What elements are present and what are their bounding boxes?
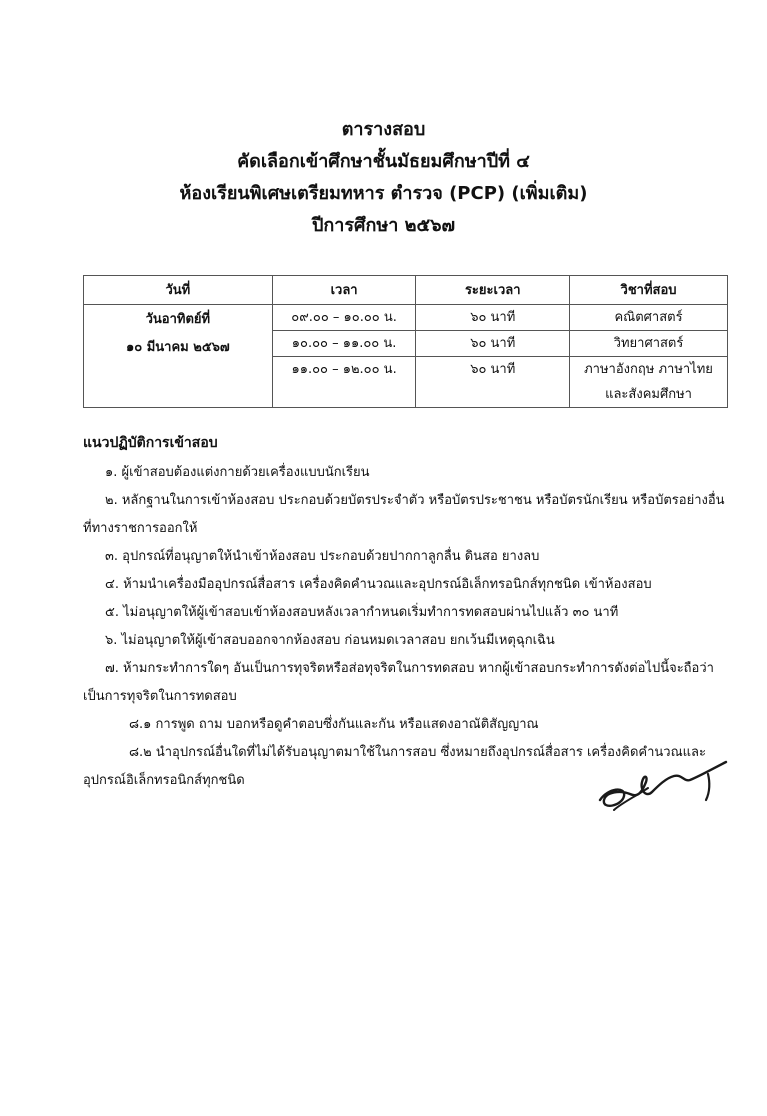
- signature-image: [590, 752, 730, 822]
- duration-cell: ๖๐ นาที: [416, 357, 570, 408]
- time-cell: ๐๙.๐๐ – ๑๐.๐๐ น.: [272, 305, 416, 331]
- time-cell: ๑๐.๐๐ – ๑๑.๐๐ น.: [272, 331, 416, 357]
- table-header-row: [84, 276, 728, 305]
- subject-line-2: และสังคมศึกษา: [605, 387, 692, 402]
- column-header-duration: ระยะเวลา: [416, 276, 570, 305]
- rule-sub-item: ๘.๑ การพูด ถาม บอกหรือดูคำตอบซึ่งกันและกัน หรือแสดงอาณัติสัญญาณ: [129, 717, 539, 732]
- subject-cell: [570, 357, 728, 408]
- exam-schedule-table: [83, 275, 728, 408]
- title-line-2: คัดเลือกเข้าศึกษาชั้นมัธยมศึกษาปีที่ ๔: [237, 151, 530, 172]
- rule-item: ๓. อุปกรณ์ที่อนุญาตให้นำเข้าห้องสอบ ประกอบด้วยปากกาลูกลื่น ดินสอ ยางลบ: [105, 549, 540, 564]
- exam-date-cell: [84, 305, 273, 408]
- column-header-time: เวลา: [272, 276, 416, 305]
- rule-item: ๗. ห้ามกระทำการใดๆ อันเป็นการทุจริตหรือส่อทุจริตในการทดสอบ หากผู้เข้าสอบกระทำการดังต่อไปนี้จะถือว่าเป็นการทุจริตในการทดสอบ: [83, 661, 714, 704]
- title-line-1: ตารางสอบ: [341, 119, 426, 140]
- rule-item: ๑. ผู้เข้าสอบต้องแต่งกายด้วยเครื่องแบบนักเรียน: [105, 465, 370, 480]
- document-title: [0, 114, 767, 242]
- rule-sub-item: ๘.๒ นำอุปกรณ์อื่นใดที่ไม่ได้รับอนุญาตมาใช้ในการสอบ ซึ่งหมายถึงอุปกรณ์สื่อสาร เครื่องคิดคำนวณและอุปกรณ์อิเล็กทรอนิกส์ทุกชนิด: [83, 745, 706, 788]
- rule-item: ๒. หลักฐานในการเข้าห้องสอบ ประกอบด้วยบัตรประจำตัว หรือบัตรประชาชน หรือบัตรนักเรียน หรือบัตรอย่างอื่นที่ทางราชการออกให้: [83, 493, 725, 536]
- table-row: [84, 305, 728, 331]
- time-cell: ๑๑.๐๐ – ๑๒.๐๐ น.: [272, 357, 416, 408]
- exam-date: ๑๐ มีนาคม ๒๕๖๗: [126, 340, 230, 355]
- exam-day: วันอาทิตย์ที่: [145, 312, 211, 327]
- rule-item: ๕. ไม่อนุญาตให้ผู้เข้าสอบเข้าห้องสอบหลังเวลากำหนดเริ่มทำการทดสอบผ่านไปแล้ว ๓๐ นาที: [105, 605, 619, 620]
- title-line-4: ปีการศึกษา ๒๕๖๗: [311, 215, 456, 236]
- rule-item: ๔. ห้ามนำเครื่องมืออุปกรณ์สื่อสาร เครื่องคิดคำนวณและอุปกรณ์อิเล็กทรอนิกส์ทุกชนิด เข้าห้องสอบ: [105, 577, 652, 592]
- duration-cell: ๖๐ นาที: [416, 331, 570, 357]
- exam-rules: [83, 429, 729, 795]
- duration-cell: ๖๐ นาที: [416, 305, 570, 331]
- column-header-subject: วิชาที่สอบ: [570, 276, 728, 305]
- rules-heading: แนวปฏิบัติการเข้าสอบ: [83, 435, 218, 451]
- title-line-3: ห้องเรียนพิเศษเตรียมทหาร ตำรวจ (PCP) (เพิ่มเติม): [179, 183, 588, 204]
- rule-item: ๖. ไม่อนุญาตให้ผู้เข้าสอบออกจากห้องสอบ ก่อนหมดเวลาสอบ ยกเว้นมีเหตุฉุกเฉิน: [105, 633, 555, 648]
- column-header-date: วันที่: [84, 276, 273, 305]
- subject-cell: วิทยาศาสตร์: [570, 331, 728, 357]
- subject-cell: คณิตศาสตร์: [570, 305, 728, 331]
- subject-line-1: ภาษาอังกฤษ ภาษาไทย: [584, 362, 713, 377]
